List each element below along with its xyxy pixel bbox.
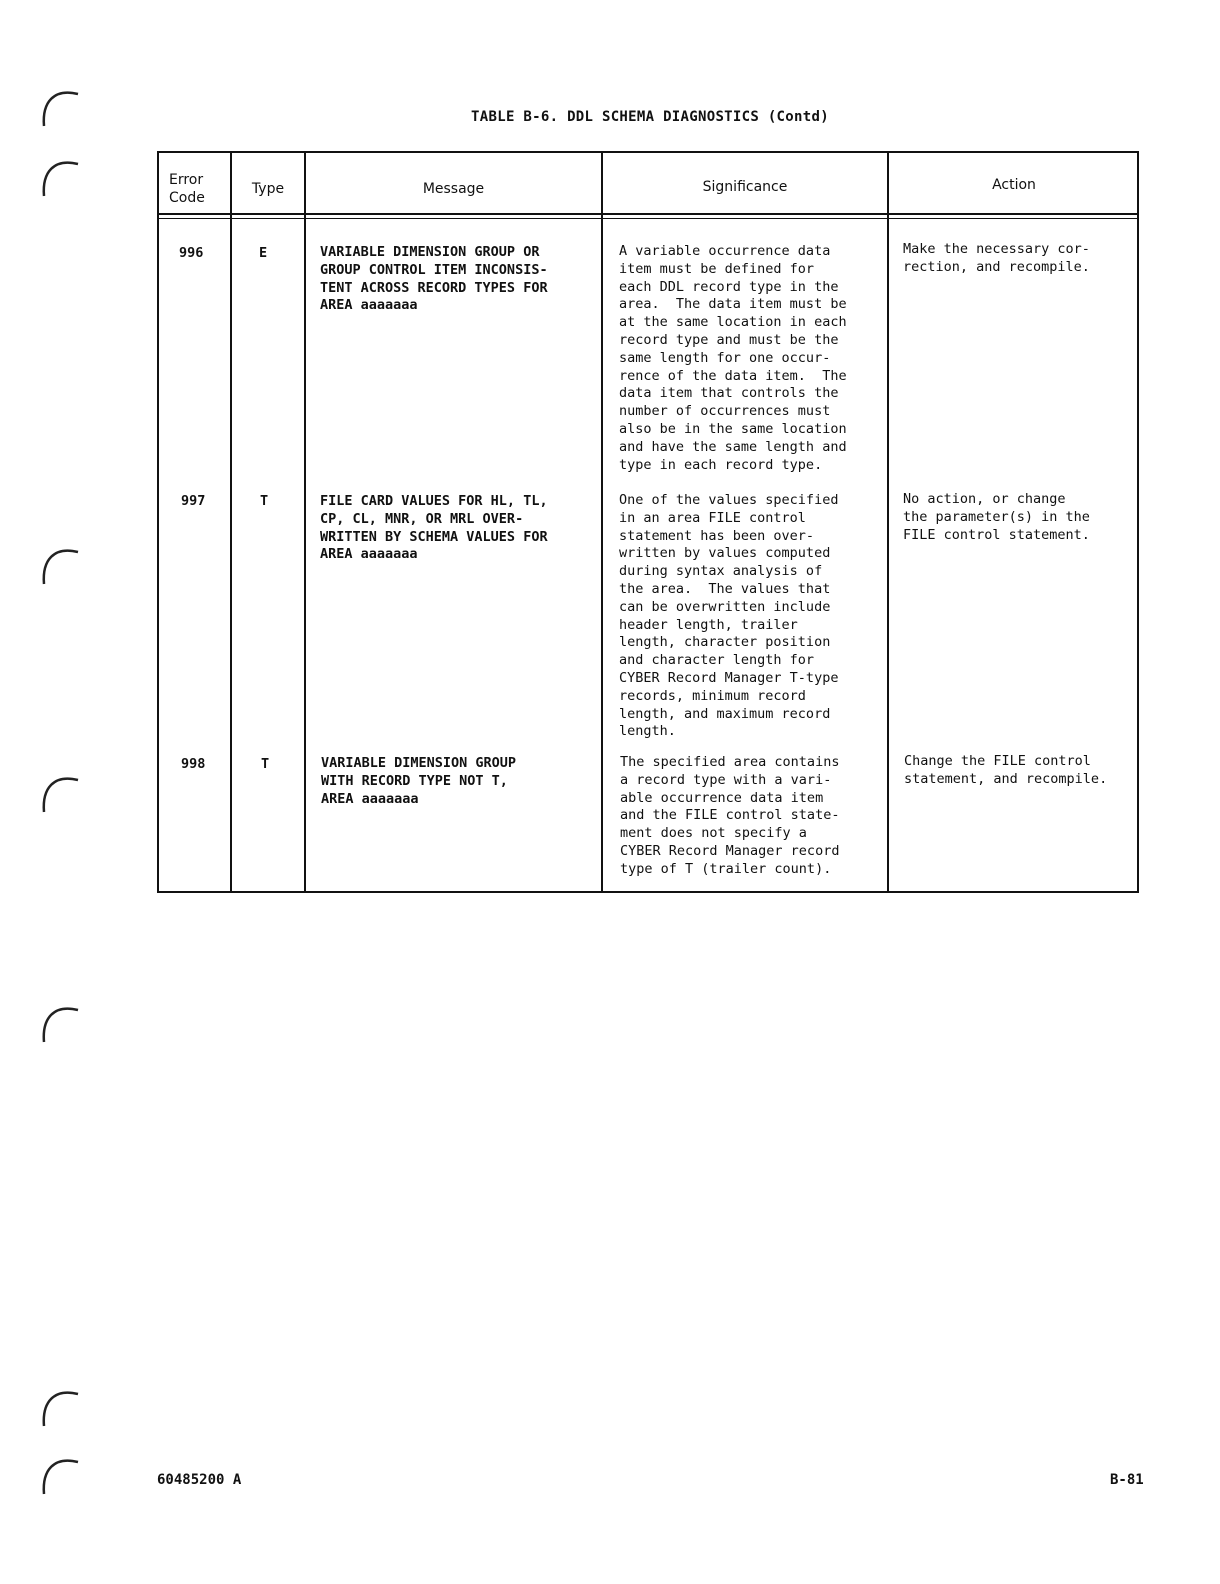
row-error-code: 997 xyxy=(181,493,206,509)
binder-hole-mark xyxy=(40,150,82,198)
row-type: T xyxy=(260,493,269,509)
row-significance: The specified area contains a record type with a vari- able occurrence data item and the FILE control state- ment does not specify a CYBER Record Manager record type of T (trailer count). xyxy=(620,754,840,877)
row-significance: One of the values specified in an area FILE control statement has been over- written by values computed during syntax analysis of the area. The values that can be overwritten include header length, trailer length, character position and character length for CYBER Record Manager T-type records, minimum record length, and maximum record length. xyxy=(619,492,839,740)
binder-hole-mark xyxy=(40,538,82,586)
column-divider xyxy=(601,153,603,891)
diagnostics-table xyxy=(157,151,1139,893)
binder-hole-mark xyxy=(40,1380,82,1428)
row-type: E xyxy=(259,245,268,261)
header-error-code: Error Code xyxy=(169,172,205,206)
column-divider xyxy=(887,153,889,891)
header-type: Type xyxy=(251,181,285,197)
document-number: 60485200 A xyxy=(157,1472,242,1488)
binder-hole-mark xyxy=(40,766,82,814)
row-type: T xyxy=(261,756,270,772)
binder-hole-mark xyxy=(40,996,82,1044)
row-message: FILE CARD VALUES FOR HL, TL, CP, CL, MNR, OR MRL OVER- WRITTEN BY SCHEMA VALUES FOR AREA aaaaaaa xyxy=(320,493,548,563)
row-significance: A variable occurrence data item must be defined for each DDL record type in the area. The data item must be at the same location in each record type and must be the same length for one occur- rence of the data item. The data item that controls the number of occurrences must also be in the same location and have the same length and type in each record type. xyxy=(619,243,847,473)
header-significance: Significance xyxy=(702,179,788,195)
row-action: Change the FILE control statement, and recompile. xyxy=(904,753,1108,787)
row-error-code: 996 xyxy=(179,245,204,261)
header-action: Action xyxy=(992,177,1036,193)
header-message: Message xyxy=(422,181,485,197)
column-divider xyxy=(304,153,306,891)
page-number: B-81 xyxy=(1110,1472,1144,1488)
row-action: Make the necessary cor- rection, and recompile. xyxy=(903,241,1090,275)
row-message: VARIABLE DIMENSION GROUP OR GROUP CONTROL ITEM INCONSIS- TENT ACROSS RECORD TYPES FOR AREA aaaaaaa xyxy=(320,244,548,314)
header-rule xyxy=(159,213,1137,219)
row-action: No action, or change the parameter(s) in the FILE control statement. xyxy=(903,491,1090,543)
binder-hole-mark xyxy=(40,1448,82,1496)
row-error-code: 998 xyxy=(181,756,206,772)
row-message: VARIABLE DIMENSION GROUP WITH RECORD TYPE NOT T, AREA aaaaaaa xyxy=(321,755,517,807)
table-title: TABLE B-6. DDL SCHEMA DIAGNOSTICS (Contd) xyxy=(471,109,829,125)
column-divider xyxy=(230,153,232,891)
